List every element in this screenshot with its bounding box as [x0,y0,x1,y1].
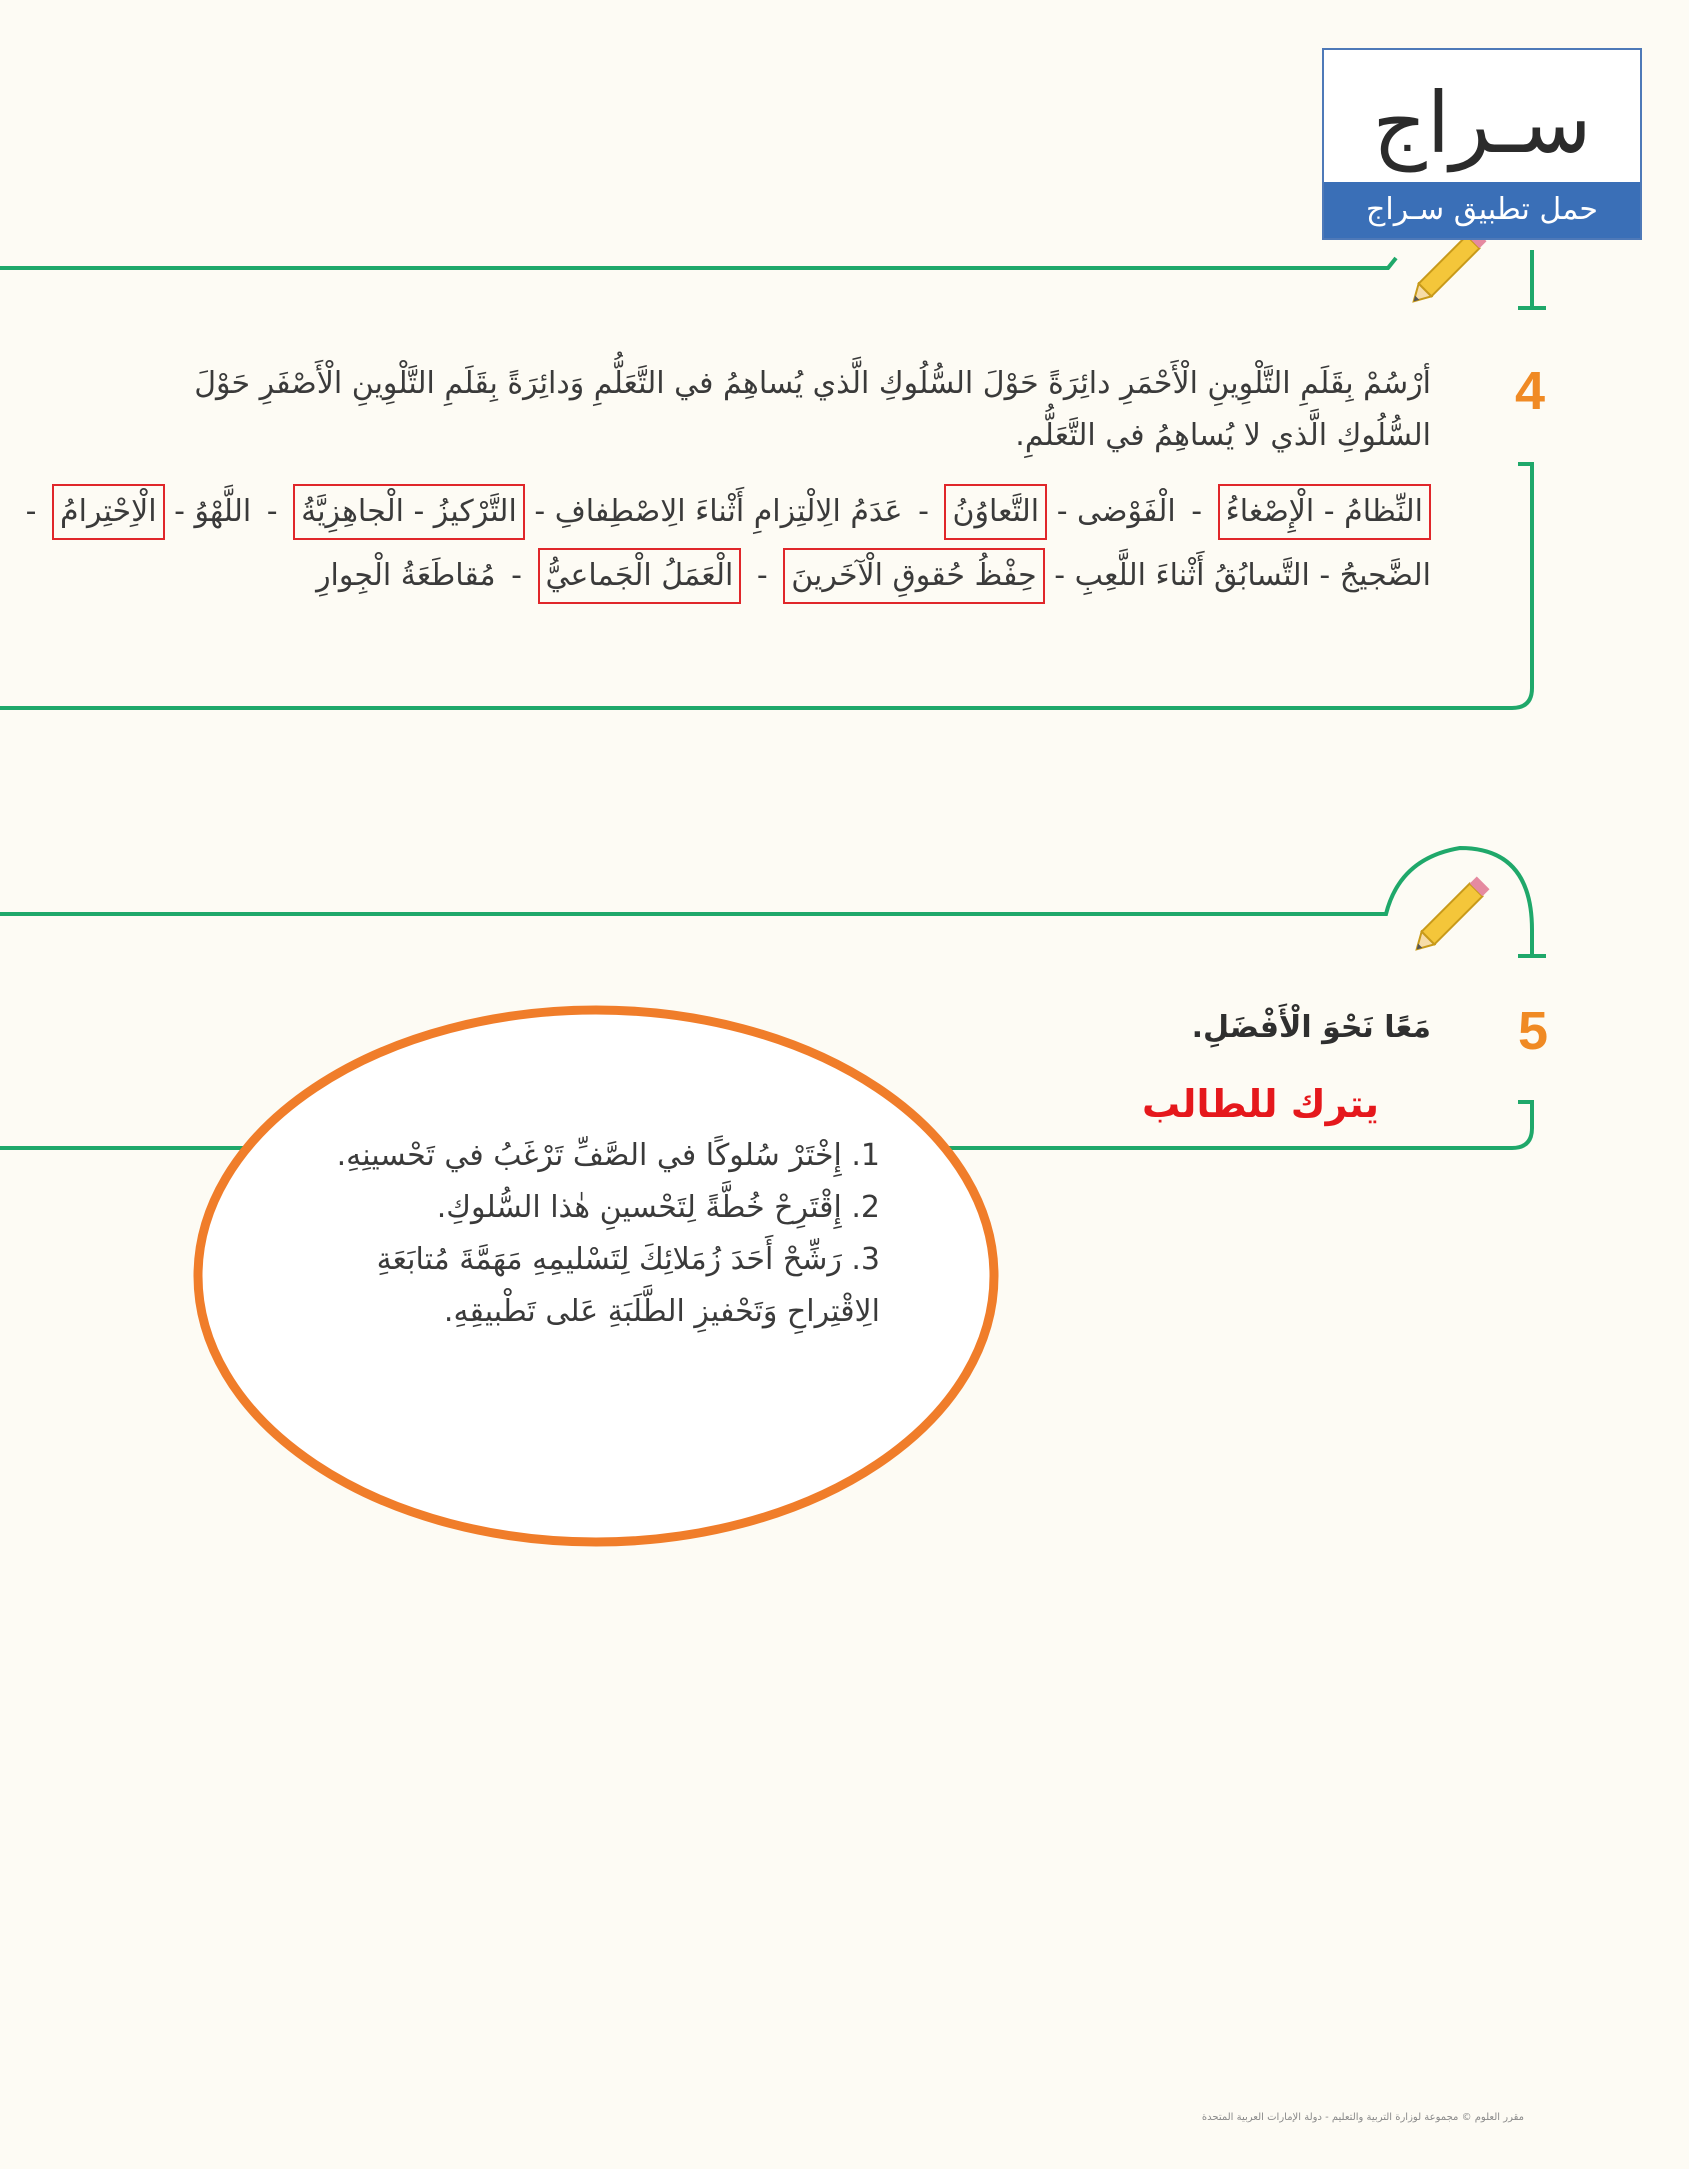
question-5-title: مَعًا نَحْوَ الْأَفْضَلِ. [1191,1010,1431,1045]
option-plain: اللَّهْوُ - [174,494,252,529]
option-boxed: التَّعاوُنُ [944,484,1047,540]
option-separator: - [266,494,278,529]
step-item: 3. رَشِّحْ أَحَدَ زُمَلائِكَ لِتَسْليمِهِ مَهَمَّةَ مُتابَعَةِ الِاقْتِراحِ وَتَحْفيزِ الطَّلَبَةِ عَلى تَطْبيقِهِ. [376,1242,880,1329]
pencil-icon [1410,876,1489,955]
option-separator: - [756,558,768,593]
app-logo[interactable] [1322,48,1642,240]
option-separator: - [1191,494,1203,529]
option-separator: - [918,494,929,529]
question-4-prompt: أرْسُمْ بِقَلَمِ التَّلْوِينِ الْأَحْمَرِ دائِرَةً حَوْلَ السُّلُوكِ الَّذي يُساهِمُ في التَّعَلُّمِ وَدائِرَةً بِقَلَمِ التَّلْوِينِ الْأَصْفَرِ حَوْلَ السُّلُوكِ الَّذي لا يُساهِمُ في التَّعَلُّمِ. [194,366,1431,453]
question-4-options-row-2 [316,548,1431,604]
option-separator: - [511,558,522,593]
page-footer: مقرر العلوم © مجموعة لوزارة التربية والتعليم - دولة الإمارات العربية المتحدة [1201,2112,1524,2123]
option-plain: الضَّجيجُ - التَّسابُقُ أَثْناءَ اللَّعِبِ - [1054,558,1431,593]
option-boxed: الْاِحْتِرامُ [52,484,165,540]
option-boxed: الْعَمَلُ الْجَماعيُّ [538,548,742,604]
teacher-note: يترك للطالب [1141,1082,1379,1126]
pencil-icon [1407,228,1486,307]
option-plain: الْفَوْضى - [1056,494,1176,529]
question-5-number: 5 [1518,1001,1549,1061]
step-item: 1. إِخْتَرْ سُلوكًا في الصَّفِّ تَرْغَبُ في تَحْسينِهِ. [336,1138,880,1173]
step-item: 2. إِقْتَرِحْ خُطَّةً لِتَحْسينِ هٰذا السُّلوكِ. [436,1190,880,1225]
option-separator: - [25,494,37,529]
option-boxed: حِفْظُ حُقوقِ الْآخَرينَ [783,548,1045,604]
question-4-number: 4 [1515,361,1546,421]
logo-wordmark: سـراج [1372,74,1592,172]
q4-top-line [0,258,1396,268]
q5-top-line [0,848,1546,956]
question-5-steps [300,1130,880,1338]
option-boxed: النِّظامُ - الْإِصْغاءُ [1218,484,1431,540]
option-plain: عَدَمُ الِالْتِزامِ أَثْناءَ الِاصْطِفافِ - [534,494,903,529]
question-4-options-row-1 [20,484,1431,540]
logo-tagline: حمل تطبيق سـراج [1324,182,1640,238]
q4-tab-top [1518,250,1546,308]
option-boxed: التَّرْكيزُ - الْجاهِزِيَّةُ [293,484,525,540]
option-plain: مُقاطَعَةُ الْجِوارِ [316,558,496,593]
